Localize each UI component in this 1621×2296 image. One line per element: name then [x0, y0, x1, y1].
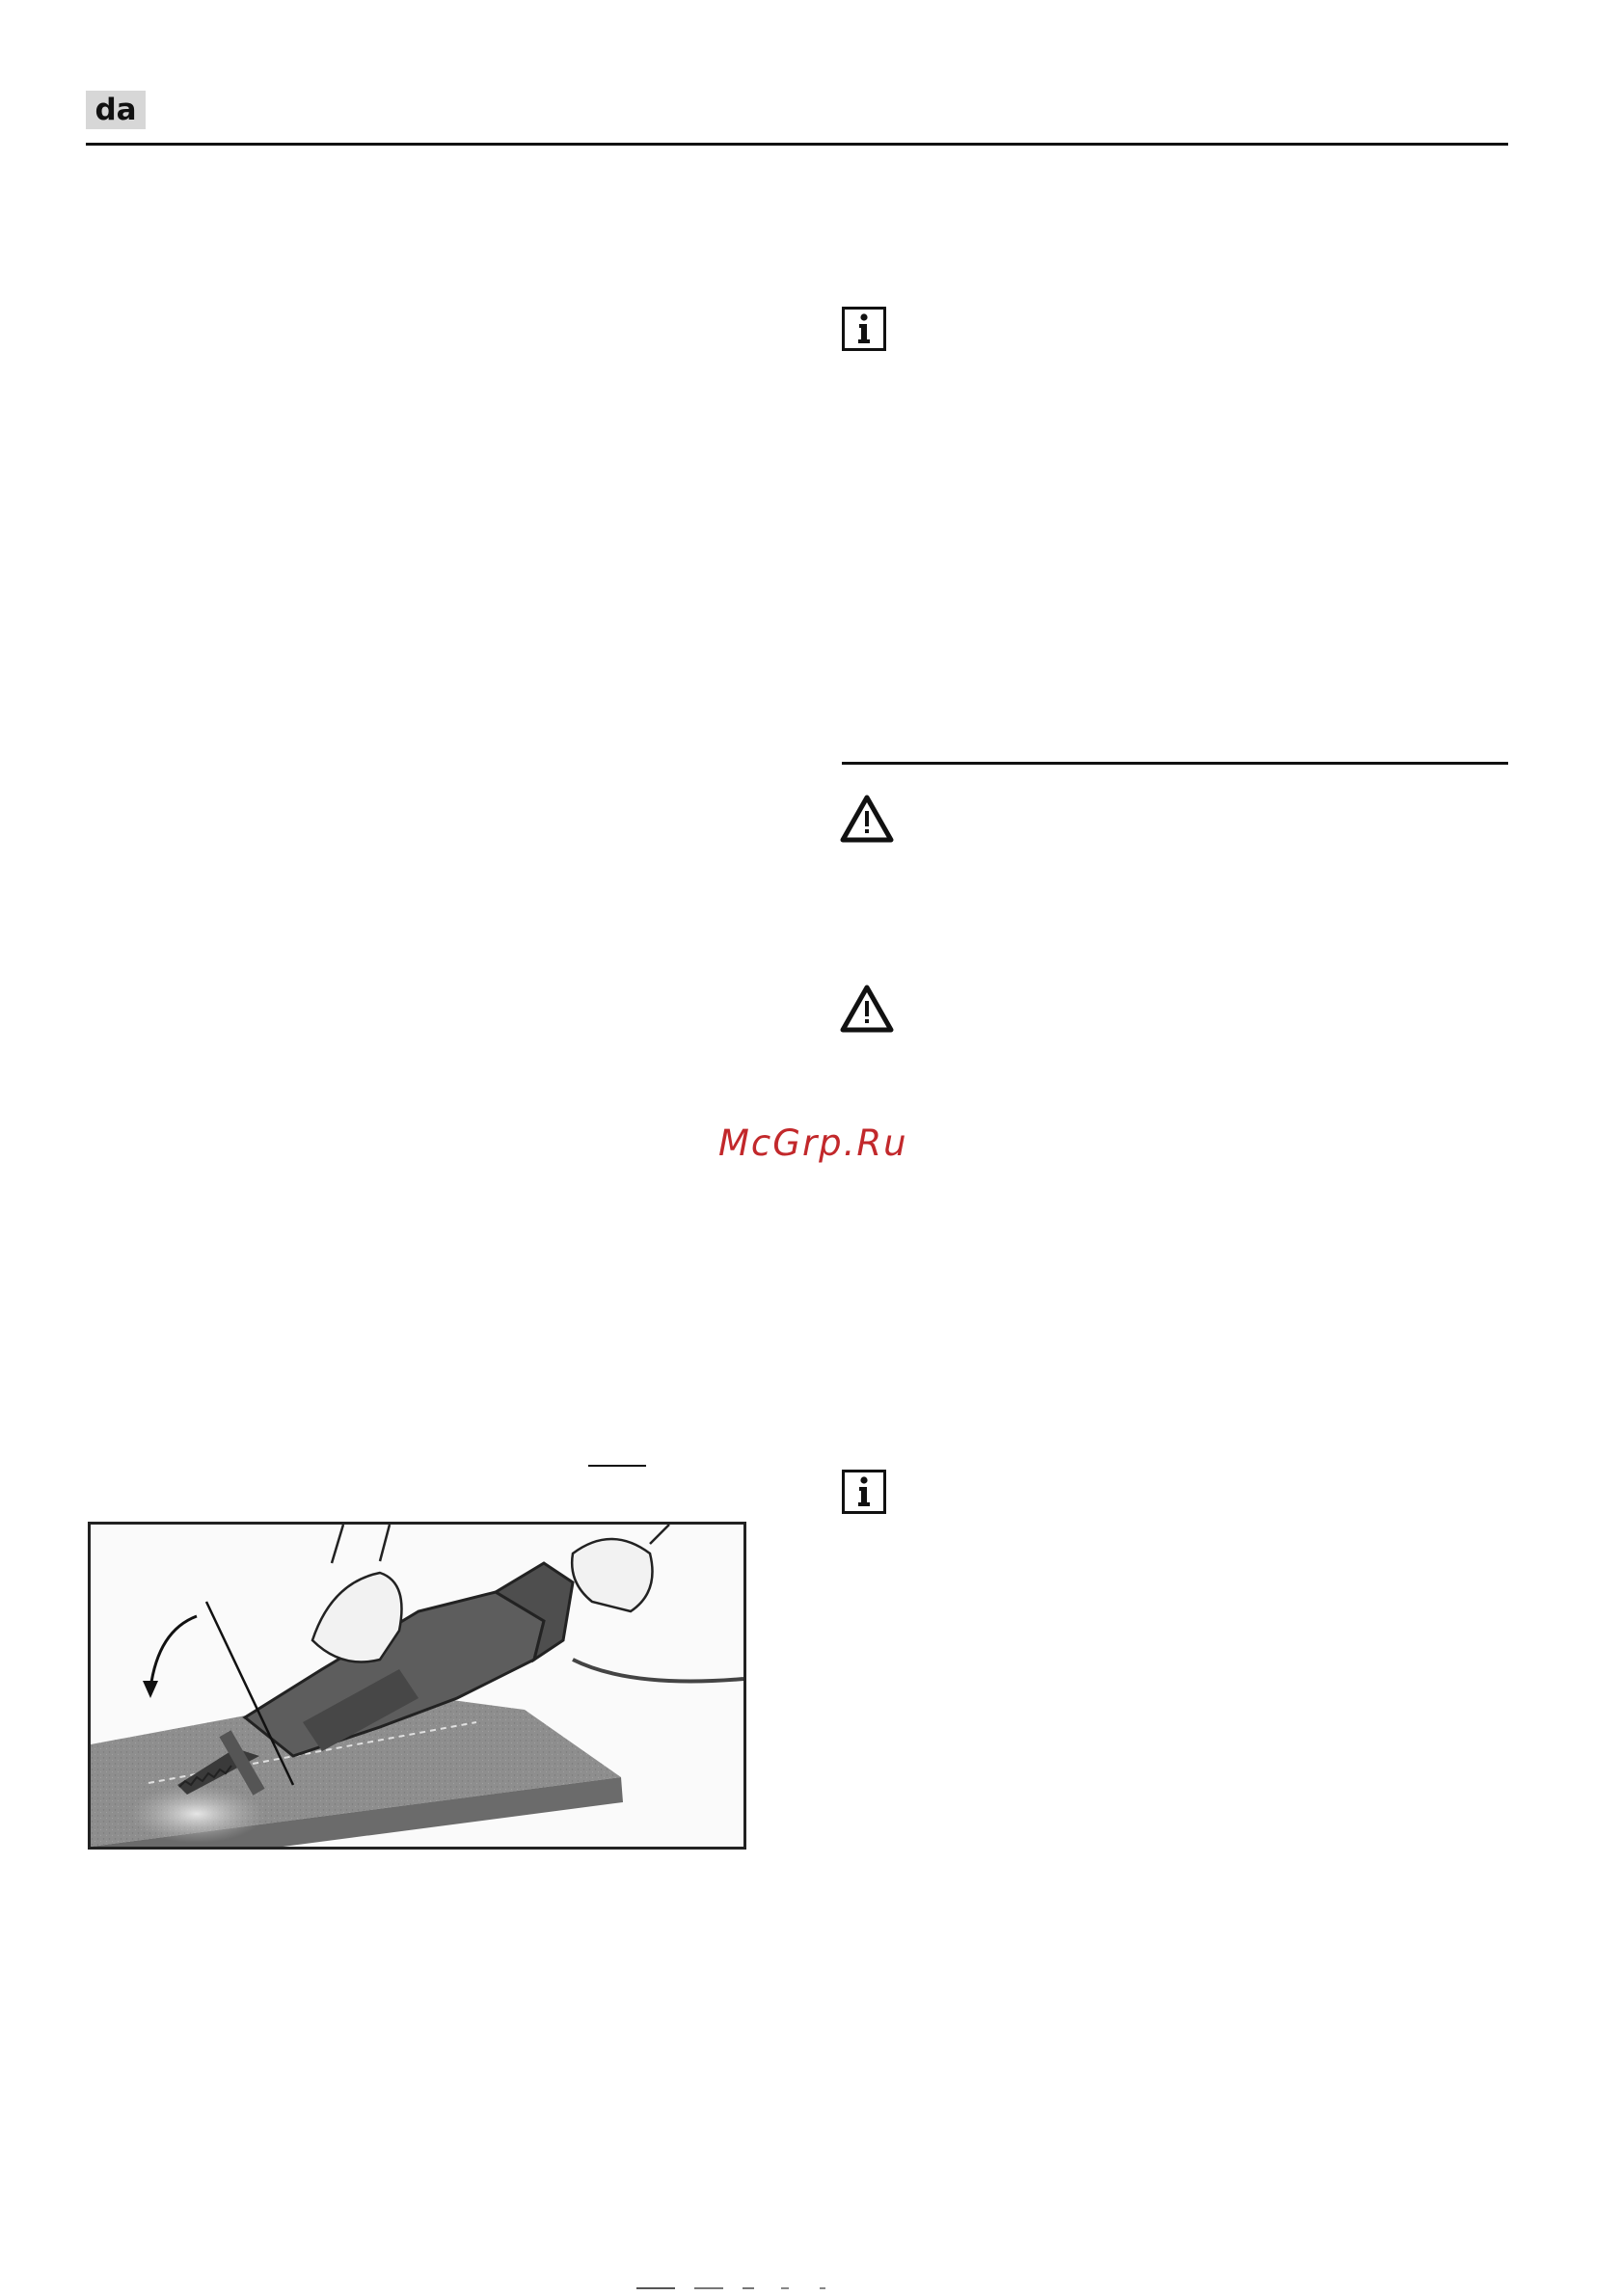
saw-illustration: [88, 1522, 746, 1850]
warning-triangle-icon: [840, 795, 894, 843]
info-icon: [842, 307, 886, 351]
light-spot: [129, 1785, 264, 1843]
footer-scan-marks: [636, 2285, 887, 2291]
reference-dash: [588, 1465, 646, 1467]
glove-rear: [572, 1539, 652, 1611]
info-icon: [842, 1470, 886, 1514]
header-rule: [86, 143, 1508, 146]
watermark-text: McGrp.Ru: [718, 1122, 908, 1164]
warning-triangle-icon: [840, 985, 894, 1033]
power-cord: [573, 1660, 743, 1682]
section-rule: [842, 762, 1508, 765]
rotation-arrow: [150, 1616, 197, 1688]
glove-front: [312, 1573, 402, 1662]
language-badge: da: [86, 91, 146, 129]
